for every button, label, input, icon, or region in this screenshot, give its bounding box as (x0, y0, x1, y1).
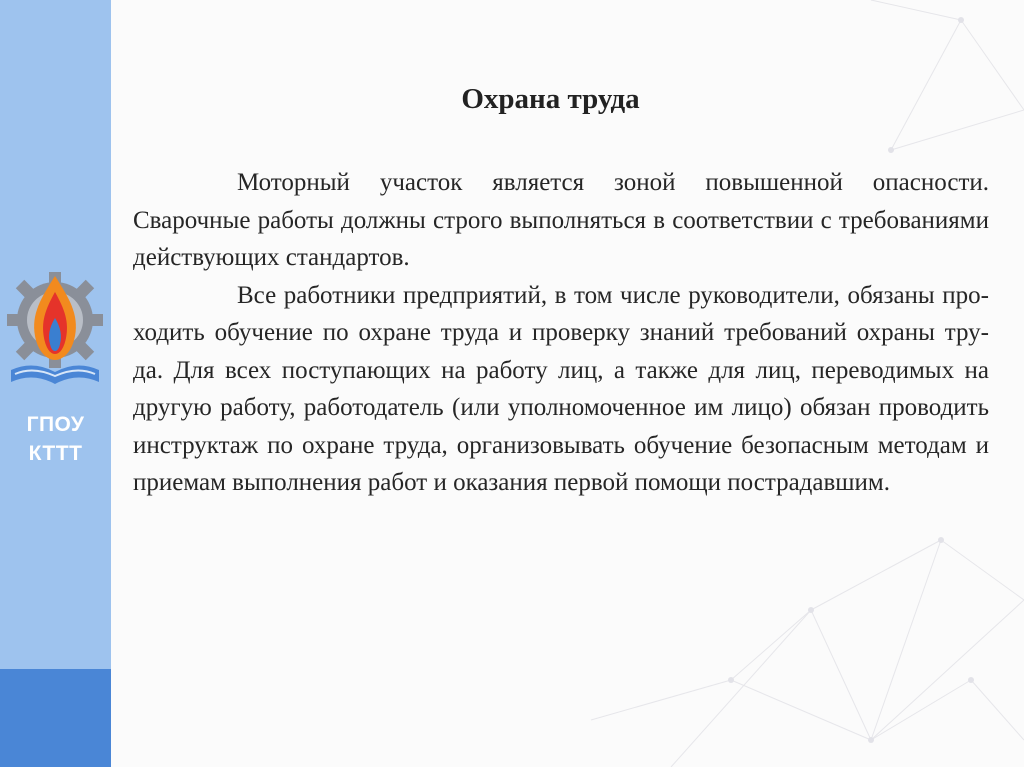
organization-line-2: КТТТ (28, 442, 83, 465)
slide-body (133, 164, 989, 502)
slide-title-text: Охрана труда (461, 83, 640, 115)
gear-flame-book-logo-icon (5, 258, 105, 393)
sidebar-bottom-band (0, 669, 111, 767)
paragraph-1: Моторный участок является зоной повышенной опасности. Сварочные работы должны строго выполняться в соответствии с требованиями действующих стандартов. (133, 169, 989, 271)
organization-label (0, 410, 111, 468)
paragraph-2: Все работники предприятий, в том числе руководители, обязаны про- ходить обучение по охране труда и проверку знаний требований охраны тру- да. Для всех поступающих на работу лиц, а также для лиц, переводимых на другую работу, работодатель (или уполномоченное им лицо) обязан проводить инструктаж по охране труда, организовывать обучение безопасным методам и приемам выполнения работ и оказания первой помощи пострадавшим. (133, 281, 989, 496)
slide-title (0, 81, 990, 117)
organization-line-1: ГПОУ (26, 413, 85, 436)
